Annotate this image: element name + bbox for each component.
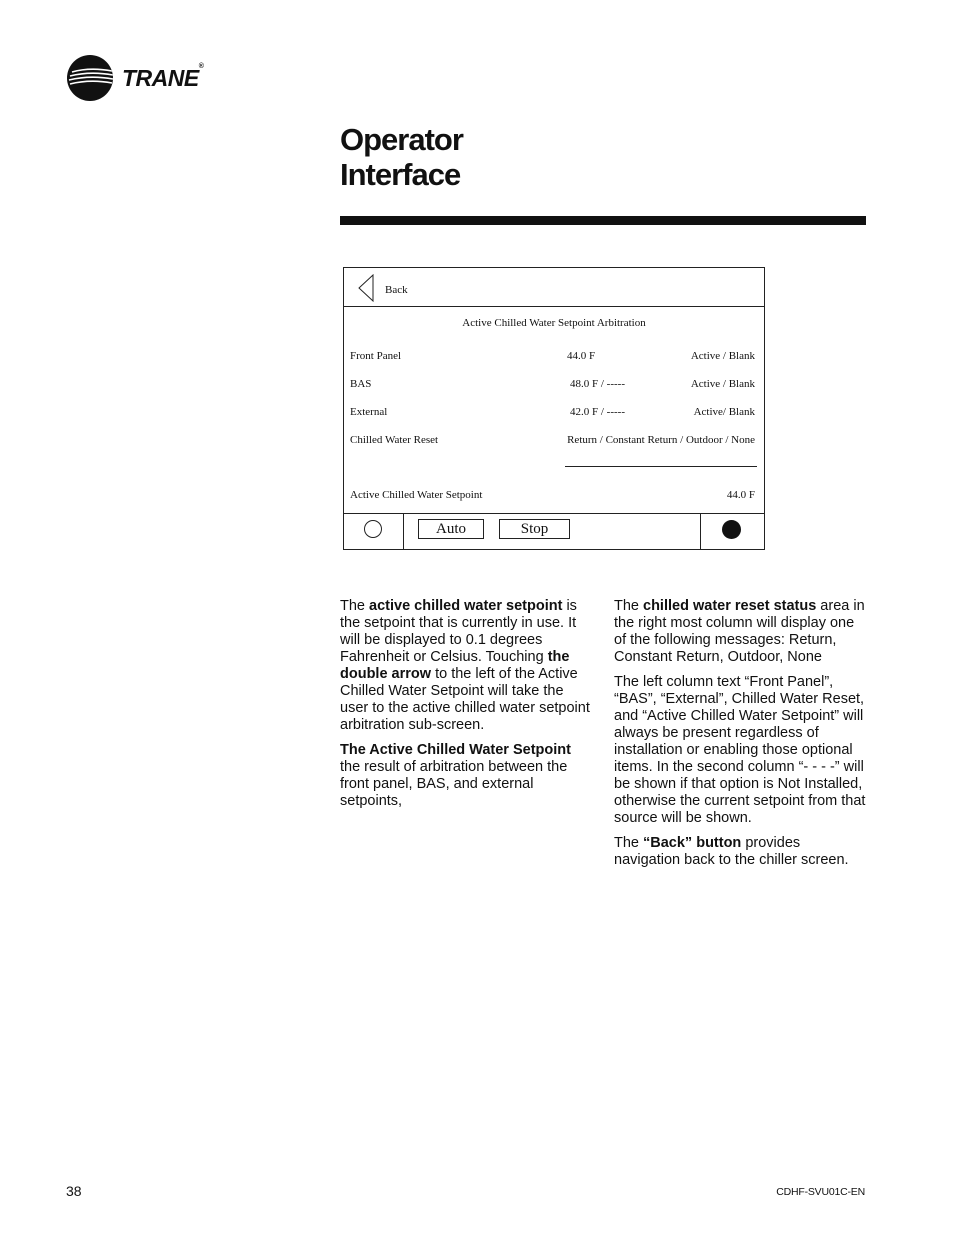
row-label: Front Panel (350, 350, 402, 362)
paragraph: The “Back” button provides navigation back to the chiller screen. (614, 835, 849, 868)
paragraph: The chilled water reset status area in the right most column will display one of the following messages: Return, Constant Return, Outdoor, None (614, 598, 865, 665)
paragraph: The left column text “Front Panel”, “BAS”, “External”, Chilled Water Reset, and “Active Chilled Water Setpoint” will always be present regardless of installation or enabling those optional items. In the second column “- - - -” will be shown if that option is Not Installed, otherwise the current setpoint from that source will be shown. (614, 674, 866, 826)
document-code: CDHF-SVU01C-EN (776, 1186, 865, 1198)
text-column-left (340, 598, 592, 818)
footer-divider (700, 514, 701, 549)
row-status: Active/ Blank (693, 406, 755, 418)
reset-underline (565, 466, 757, 467)
text-column-right (614, 598, 866, 877)
row-label: BAS (350, 378, 372, 390)
active-setpoint-label: Active Chilled Water Setpoint (350, 489, 483, 501)
status-indicator-filled-icon[interactable] (722, 520, 741, 539)
back-arrow-icon[interactable] (357, 274, 375, 302)
row-bas (350, 378, 755, 392)
row-front-panel (350, 350, 755, 364)
brand-logo (66, 54, 203, 102)
paragraph: The Active Chilled Water Setpoint the result of arbitration between the front panel, BAS, and external setpoints, (340, 742, 571, 809)
row-value: 48.0 F / ----- (570, 378, 625, 390)
page-title: Operator Interface (340, 122, 463, 192)
row-label: Chilled Water Reset (350, 434, 439, 446)
row-status: Active / Blank (690, 378, 755, 390)
row-external (350, 406, 755, 420)
status-indicator-empty-icon[interactable] (364, 520, 382, 538)
title-rule (340, 216, 866, 225)
row-value: 42.0 F / ----- (570, 406, 625, 418)
reset-value[interactable]: Return / Constant Return / Outdoor / None (567, 434, 755, 446)
active-setpoint-value: 44.0 F (726, 489, 755, 501)
footer-divider (403, 514, 404, 549)
auto-button[interactable]: Auto (418, 519, 484, 539)
row-label: External (350, 406, 388, 418)
back-button-label[interactable]: Back (385, 284, 408, 296)
screen-title: Active Chilled Water Setpoint Arbitration (462, 317, 646, 329)
screen-header (344, 268, 764, 307)
trane-logo-icon (66, 54, 114, 102)
row-status: Active / Blank (690, 350, 755, 362)
page-number: 38 (66, 1183, 82, 1199)
row-value: 44.0 F (567, 350, 596, 362)
stop-button[interactable]: Stop (499, 519, 570, 539)
screen-footer (344, 513, 764, 549)
brand-wordmark: TRANE® (122, 62, 204, 91)
setpoint-arbitration-screen (343, 267, 765, 550)
paragraph: The active chilled water setpoint is the setpoint that is currently in use. It will be displayed to 0.1 degrees Fahrenheit or Celsius. Touching the double arrow to the left of the Active Chilled Water Setpoint will take the user to the active chilled water setpoint arbitration sub-screen. (340, 598, 590, 733)
